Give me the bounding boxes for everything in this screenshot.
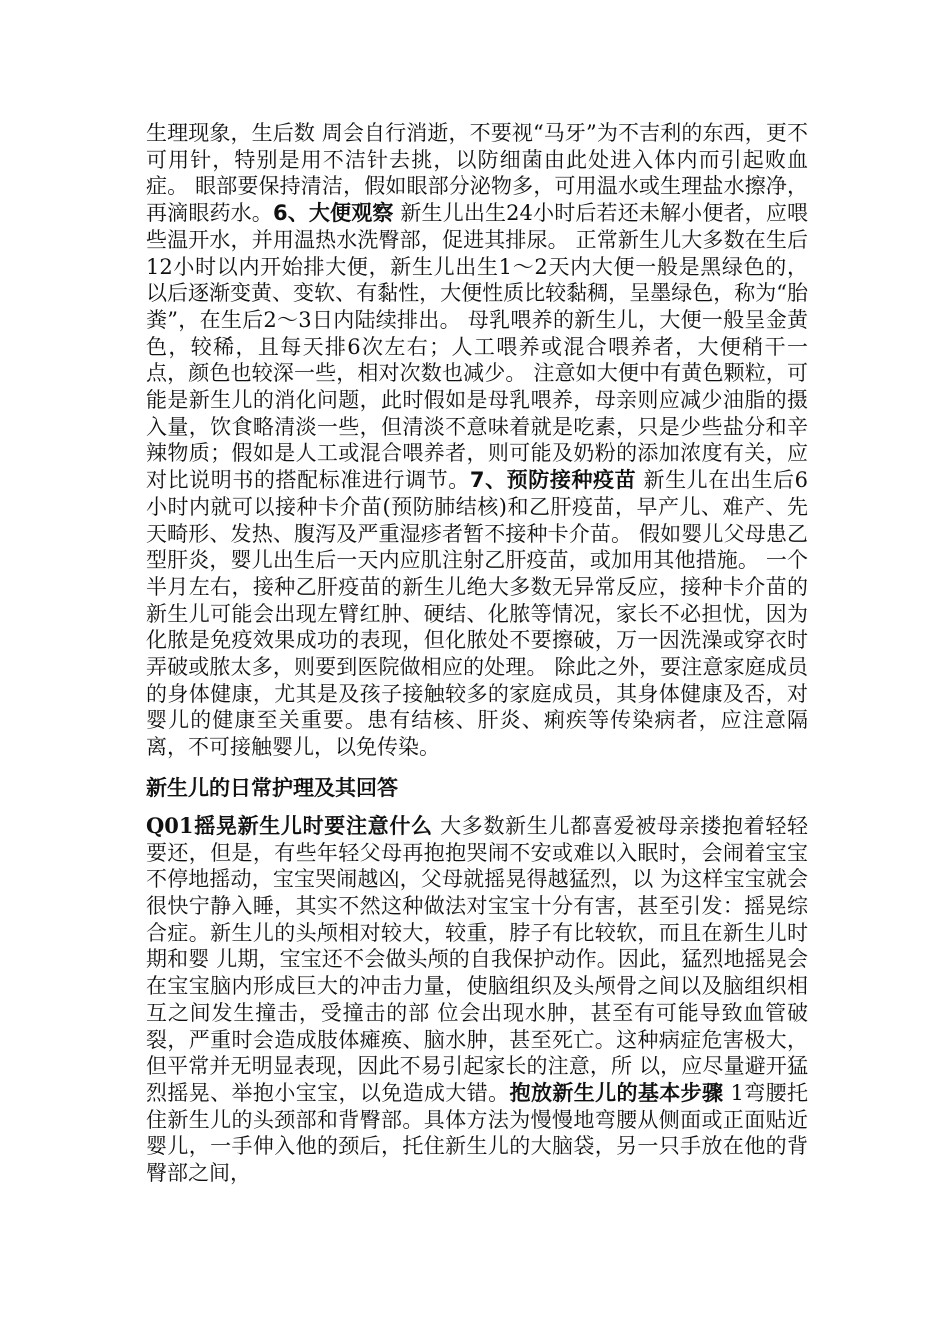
heading-stool-observation: 6、大便观察 <box>272 201 394 226</box>
text-segment: 大多数新生儿都喜爱被母亲搂抱着轻轻要还，但是，有些年轻父母再抱抱哭闹不安或难以入眠时，会闹着宝宝不停地摇动，宝宝哭闹越凶，父母就摇晃得越猛烈，以 为这样宝宝就会很快宁静入睡，其实不然这种做法对宝宝十分有害，甚至引发：摇晃综合症。新生儿的头颅相对较大，较重，脖子有比较软，而且在新生儿时期和婴 儿期，宝宝还不会做头颅的自我保护动作。因此，猛烈地摇晃会在宝宝脑内形成巨大的冲击力量，使脑组织及头颅骨之间以及脑组织相互之间发生撞击，受撞击的部 位会出现水肿，甚至有可能导致血管破裂，严重时会造成肢体瘫痪、脑水肿，甚至死亡。这种病症危害极大，但平常并无明显表现，因此不易引起家长的注意，所 以，应尽量避开猛烈摇晃、举抱小宝宝，以免造成大错。 <box>146 813 808 1105</box>
text-segment: 新生儿出生24小时后若还未解小便者，应喂些温开水，并用温热水洗臀部，促进其排尿。 正常新生儿大多数在生后12小时以内开始排大便，新生儿出生1～2天内大便一般是黑绿色的，以后逐渐变黄、变软、有黏性，大便性质比较黏稠，呈墨绿色，称为“胎粪”，在生后2～3日内陆续排出。 母乳喂养的新生儿，大便一般呈金黄色，较稀，且每天排6次左右；人工喂养或混合喂养者，大便稍干一点，颜色也较深一些，相对次数也减少。 注意如大便中有黄色颗粒，可能是新生儿的消化问题，此时假如是母乳喂养，母亲则应减少油脂的摄入量，饮食略清淡一些，但清淡不意味着就是吃素，只是少些盐分和辛辣物质；假如是人工或混合喂养者，则可能及奶粉的添加浓度有关，应对比说明书的搭配标准进行调节。 <box>146 201 808 493</box>
section-title: 新生儿的日常护理及其回答 <box>146 775 398 800</box>
text-segment: 新生儿在出生后6小时内就可以接种卡介苗(预防肺结核)和乙肝疫苗，早产儿、难产、先天畸形、发热、腹泻及严重湿疹者暂不接种卡介苗。 假如婴儿父母患乙型肝炎，婴儿出生后一天内应肌注射乙肝疫苗，或加用其他措施。 一个半月左右，接种乙肝疫苗的新生儿绝大多数无异常反应，接种卡介苗的新生儿可能会出现左臂红肿、硬结、化脓等情况，家长不必担忧，因为化脓是免疫效果成功的表现，但化脓处不要擦破，万一因洗澡或穿衣时弄破或脓太多，则要到医院做相应的处理。 除此之外，要注意家庭成员的身体健康，尤其是及孩子接触较多的家庭成员，其身体健康及否，对婴儿的健康至关重要。患有结核、肝炎、痢疾等传染病者，应注意隔离，不可接触婴儿，以免传染。 <box>146 468 808 760</box>
text-segment: 1弯腰托住新生儿的头颈部和背臀部。具体方法为慢慢地弯腰从侧面或正面贴近婴儿，一手伸入他的颈后，托住新生儿的大脑袋，另一只手放在他的背臀部之间， <box>146 1080 809 1186</box>
text-segment: 生理现象，生后数 周会自行消逝，不要视“马牙”为不吉利的东西，更不可用针，特别是用不洁针去挑，以防细菌由此处进入体内而引起败血症。 眼部要保持清洁，假如眼部分泌物多，可用温水或生理盐水擦净，再滴眼药水。 <box>146 121 808 226</box>
paragraph-newborn-care <box>146 120 808 761</box>
paragraph-shaking <box>146 813 808 1187</box>
question-title: Q01摇晃新生儿时要注意什么 <box>146 812 433 838</box>
heading-holding-steps: 抱放新生儿的基本步骤 <box>509 1080 724 1105</box>
heading-vaccination: 7、预防接种疫苗 <box>469 468 637 493</box>
document-page <box>146 120 808 1187</box>
